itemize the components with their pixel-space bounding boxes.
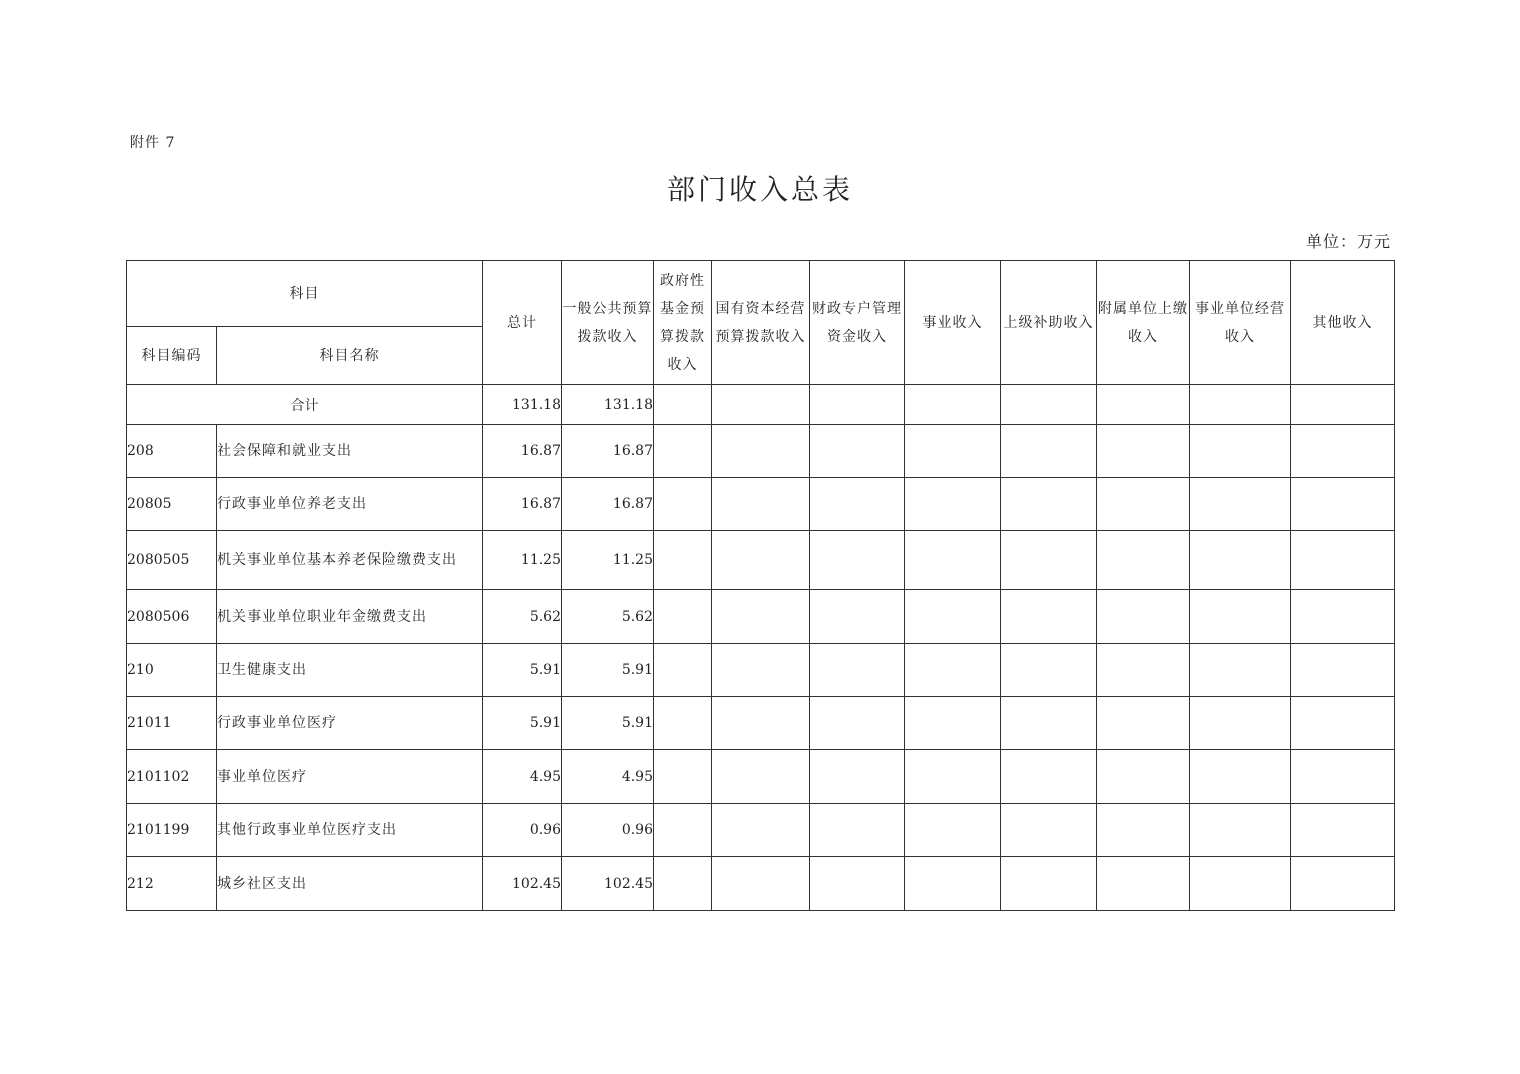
- header-other: 其他收入: [1291, 261, 1395, 385]
- total-total: 131.18: [483, 385, 562, 425]
- row-code: 212: [127, 857, 217, 911]
- header-general-budget: 一般公共预算拨款收入: [562, 261, 654, 385]
- header-state-capital: 国有资本经营预算拨款收入: [712, 261, 810, 385]
- table-row: [127, 857, 1395, 911]
- row-total: 5.62: [483, 590, 562, 644]
- row-total: 4.95: [483, 750, 562, 804]
- table-row: [127, 590, 1395, 644]
- row-total: 11.25: [483, 531, 562, 590]
- header-code: 科目编码: [127, 327, 217, 385]
- unit-label: 单位：万元: [1305, 232, 1391, 251]
- header-subject: 科目: [127, 261, 483, 327]
- row-code: 2101102: [127, 750, 217, 804]
- row-total: 0.96: [483, 804, 562, 857]
- row-code: 208: [127, 425, 217, 478]
- row-code: 20805: [127, 478, 217, 531]
- row-total: 16.87: [483, 478, 562, 531]
- total-label: 合计: [127, 385, 483, 425]
- row-name: 机关事业单位基本养老保险缴费支出: [217, 531, 483, 590]
- row-total: 5.91: [483, 697, 562, 750]
- table-row: [127, 697, 1395, 750]
- table-row: [127, 644, 1395, 697]
- row-name: 行政事业单位医疗: [217, 697, 483, 750]
- header-total: 总计: [483, 261, 562, 385]
- total-general-budget: 131.18: [562, 385, 654, 425]
- row-name: 卫生健康支出: [217, 644, 483, 697]
- row-general-budget: 4.95: [562, 750, 654, 804]
- header-superior-subsidy: 上级补助收入: [1001, 261, 1097, 385]
- attachment-label: 附件 7: [130, 135, 176, 151]
- row-general-budget: 5.91: [562, 644, 654, 697]
- row-name: 其他行政事业单位医疗支出: [217, 804, 483, 857]
- row-total: 16.87: [483, 425, 562, 478]
- row-name: 社会保障和就业支出: [217, 425, 483, 478]
- header-name: 科目名称: [217, 327, 483, 385]
- row-general-budget: 102.45: [562, 857, 654, 911]
- header-special-account: 财政专户管理资金收入: [810, 261, 905, 385]
- row-general-budget: 11.25: [562, 531, 654, 590]
- row-total: 5.91: [483, 644, 562, 697]
- header-business: 事业收入: [905, 261, 1001, 385]
- header-affiliated: 附属单位上缴收入: [1097, 261, 1190, 385]
- row-name: 机关事业单位职业年金缴费支出: [217, 590, 483, 644]
- table-row: [127, 531, 1395, 590]
- row-code: 21011: [127, 697, 217, 750]
- page-title: 部门收入总表: [666, 173, 853, 206]
- table-row: [127, 478, 1395, 531]
- row-name: 城乡社区支出: [217, 857, 483, 911]
- row-code: 2080506: [127, 590, 217, 644]
- row-name: 事业单位医疗: [217, 750, 483, 804]
- row-code: 210: [127, 644, 217, 697]
- table-row: [127, 804, 1395, 857]
- row-code: 2080505: [127, 531, 217, 590]
- row-name: 行政事业单位养老支出: [217, 478, 483, 531]
- table-row: [127, 750, 1395, 804]
- row-general-budget: 16.87: [562, 478, 654, 531]
- row-general-budget: 5.91: [562, 697, 654, 750]
- row-general-budget: 16.87: [562, 425, 654, 478]
- row-total: 102.45: [483, 857, 562, 911]
- table-row: [127, 425, 1395, 478]
- row-general-budget: 0.96: [562, 804, 654, 857]
- header-gov-fund: 政府性基金预算拨款收入: [654, 261, 712, 385]
- header-operating: 事业单位经营收入: [1190, 261, 1291, 385]
- total-row: [127, 385, 1395, 425]
- row-code: 2101199: [127, 804, 217, 857]
- income-summary-table: [126, 260, 1395, 911]
- row-general-budget: 5.62: [562, 590, 654, 644]
